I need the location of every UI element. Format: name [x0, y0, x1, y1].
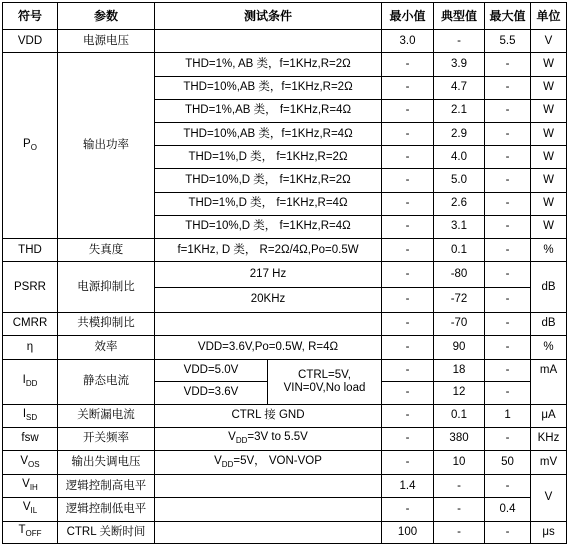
max-cell: 50: [485, 450, 531, 474]
min-cell: -: [382, 427, 434, 450]
unit-cell: dB: [531, 312, 567, 335]
table-row: [3, 498, 567, 521]
param-cell: 电源抑制比: [58, 262, 155, 312]
min-cell: -: [382, 123, 434, 146]
max-cell: -: [485, 360, 531, 382]
symbol-cell: VDD: [3, 30, 58, 53]
min-cell: 1.4: [382, 475, 434, 498]
symbol-cell: [3, 360, 58, 404]
symbol-subscript: SD: [26, 412, 38, 422]
symbol-main: T: [18, 524, 26, 537]
symbol-cell: [3, 475, 58, 498]
unit-cell: W: [531, 99, 567, 122]
param-cell: 逻辑控制高电平: [58, 475, 155, 498]
max-cell: 1: [485, 404, 531, 427]
typ-cell: -: [434, 521, 485, 543]
min-cell: 3.0: [382, 30, 434, 53]
param-cell: 输出功率: [58, 53, 155, 239]
table-row: [3, 521, 567, 543]
typ-cell: 2.9: [434, 123, 485, 146]
min-cell: -: [382, 498, 434, 521]
condition-cell: THD=10%,AB 类，f=1KHz,R=2Ω: [155, 76, 382, 99]
min-cell: -: [382, 99, 434, 122]
typ-cell: 380: [434, 427, 485, 450]
condition-cell: THD=1%,AB 类， f=1KHz,R=4Ω: [155, 99, 382, 122]
typ-cell: 4.0: [434, 146, 485, 169]
condition-cell: [155, 450, 382, 474]
condition-cell: [155, 30, 382, 53]
table-row: [3, 312, 567, 335]
condition-text: V: [228, 430, 236, 443]
param-cell: 静态电流: [58, 360, 155, 404]
param-cell: 失真度: [58, 239, 155, 262]
min-cell: -: [382, 192, 434, 215]
typ-cell: -70: [434, 312, 485, 335]
min-cell: -: [382, 450, 434, 474]
unit-cell: μA: [531, 404, 567, 427]
symbol-subscript: DD: [25, 378, 38, 388]
unit-cell: W: [531, 169, 567, 192]
max-cell: -: [485, 192, 531, 215]
unit-cell: W: [531, 76, 567, 99]
max-cell: -: [485, 262, 531, 287]
typ-cell: 18: [434, 360, 485, 382]
max-cell: 0.4: [485, 498, 531, 521]
header-typ: 典型值: [434, 3, 485, 30]
unit-cell: W: [531, 146, 567, 169]
unit-cell: V: [531, 475, 567, 521]
max-cell: -: [485, 312, 531, 335]
condition-cell: THD=1%,D 类， f=1KHz,R=2Ω: [155, 146, 382, 169]
param-cell: CTRL 关断时间: [58, 521, 155, 543]
min-cell: -: [382, 287, 434, 312]
table-row: [3, 262, 567, 287]
condition-text: =3V to 5.5V: [247, 430, 308, 443]
max-cell: -: [485, 146, 531, 169]
condition-cell: [155, 521, 382, 543]
param-cell: 开关频率: [58, 427, 155, 450]
condition-cell: THD=1%, AB 类，f=1KHz,R=2Ω: [155, 53, 382, 76]
max-cell: -: [485, 239, 531, 262]
max-cell: -: [485, 521, 531, 543]
table-row: [3, 427, 567, 450]
condition-cell: [155, 312, 382, 335]
unit-cell: W: [531, 53, 567, 76]
table-row: [3, 53, 567, 76]
min-cell: -: [382, 360, 434, 382]
max-cell: -: [485, 123, 531, 146]
condition-subscript: DD: [235, 435, 248, 445]
symbol-subscript: OFF: [25, 529, 42, 539]
max-cell: -: [485, 335, 531, 359]
typ-cell: -: [434, 30, 485, 53]
condition-cell-shared: CTRL=5V, VIN=0V,No load: [268, 360, 382, 404]
symbol-cell: [3, 521, 58, 543]
header-unit: 单位: [531, 3, 567, 30]
condition-cell: VDD=3.6V: [155, 382, 268, 404]
symbol-main: P: [23, 137, 31, 150]
min-cell: -: [382, 404, 434, 427]
symbol-main: V: [20, 454, 29, 467]
condition-cell: [155, 498, 382, 521]
unit-cell: mA: [531, 360, 567, 404]
max-cell: -: [485, 427, 531, 450]
table-row: [3, 475, 567, 498]
condition-cell: CTRL 接 GND: [155, 404, 382, 427]
symbol-subscript: O: [30, 142, 37, 152]
typ-cell: 0.1: [434, 404, 485, 427]
unit-cell: KHz: [531, 427, 567, 450]
condition-subscript: DD: [221, 459, 234, 469]
max-cell: -: [485, 76, 531, 99]
symbol-subscript: IL: [30, 506, 38, 516]
condition-cell: THD=10%,D 类， f=1KHz,R=2Ω: [155, 169, 382, 192]
symbol-cell: [3, 450, 58, 474]
min-cell: -: [382, 335, 434, 359]
max-cell: 5.5: [485, 30, 531, 53]
typ-cell: -: [434, 475, 485, 498]
max-cell: -: [485, 382, 531, 404]
param-cell: 关断漏电流: [58, 404, 155, 427]
param-cell: 电源电压: [58, 30, 155, 53]
typ-cell: 12: [434, 382, 485, 404]
condition-cell: 20KHz: [155, 287, 382, 312]
table-row: [3, 239, 567, 262]
min-cell: -: [382, 262, 434, 287]
min-cell: -: [382, 169, 434, 192]
condition-cell: VDD=3.6V,Po=0.5W, R=4Ω: [155, 335, 382, 359]
condition-cell: f=1KHz, D 类， R=2Ω/4Ω,Po=0.5W: [155, 239, 382, 262]
condition-text: =5V， VON-VOP: [233, 454, 322, 467]
spec-table: [2, 2, 567, 544]
typ-cell: 90: [434, 335, 485, 359]
symbol-main: V: [22, 501, 31, 514]
min-cell: -: [382, 215, 434, 238]
max-cell: -: [485, 475, 531, 498]
symbol-cell: [3, 53, 58, 239]
param-cell: 共模抑制比: [58, 312, 155, 335]
unit-cell: %: [531, 335, 567, 359]
unit-cell: mV: [531, 450, 567, 474]
condition-cell: VDD=5.0V: [155, 360, 268, 382]
condition-cell: THD=10%,D 类， f=1KHz,R=4Ω: [155, 215, 382, 238]
typ-cell: -72: [434, 287, 485, 312]
typ-cell: 3.9: [434, 53, 485, 76]
symbol-cell: [3, 404, 58, 427]
max-cell: -: [485, 99, 531, 122]
condition-cell: 217 Hz: [155, 262, 382, 287]
min-cell: -: [382, 146, 434, 169]
symbol-main: I: [22, 373, 26, 386]
unit-cell: V: [531, 30, 567, 53]
header-min: 最小值: [382, 3, 434, 30]
min-cell: -: [382, 53, 434, 76]
table-row: [3, 360, 567, 382]
symbol-subscript: OS: [28, 459, 40, 469]
unit-cell: W: [531, 215, 567, 238]
typ-cell: 2.1: [434, 99, 485, 122]
symbol-cell: THD: [3, 239, 58, 262]
symbol-cell: η: [3, 335, 58, 359]
condition-cell: [155, 475, 382, 498]
table-row: [3, 404, 567, 427]
unit-cell: W: [531, 123, 567, 146]
typ-cell: 5.0: [434, 169, 485, 192]
max-cell: -: [485, 287, 531, 312]
header-max: 最大值: [485, 3, 531, 30]
header-param: 参数: [58, 3, 155, 30]
typ-cell: 2.6: [434, 192, 485, 215]
condition-cell: THD=10%,AB 类，f=1KHz,R=4Ω: [155, 123, 382, 146]
header-condition: 测试条件: [155, 3, 382, 30]
typ-cell: 4.7: [434, 76, 485, 99]
condition-cell: THD=1%,D 类， f=1KHz,R=4Ω: [155, 192, 382, 215]
typ-cell: 10: [434, 450, 485, 474]
unit-cell: dB: [531, 262, 567, 312]
param-cell: 效率: [58, 335, 155, 359]
table-row: [3, 335, 567, 359]
header-symbol: 符号: [3, 3, 58, 30]
symbol-cell: PSRR: [3, 262, 58, 312]
symbol-main: V: [22, 478, 30, 491]
table-row: [3, 450, 567, 474]
max-cell: -: [485, 53, 531, 76]
table-row: [3, 30, 567, 53]
max-cell: -: [485, 169, 531, 192]
max-cell: -: [485, 215, 531, 238]
symbol-cell: fsw: [3, 427, 58, 450]
typ-cell: -: [434, 498, 485, 521]
symbol-cell: CMRR: [3, 312, 58, 335]
symbol-subscript: IH: [29, 483, 38, 493]
min-cell: -: [382, 382, 434, 404]
typ-cell: 0.1: [434, 239, 485, 262]
typ-cell: -80: [434, 262, 485, 287]
condition-cell: [155, 427, 382, 450]
condition-text: V: [214, 454, 222, 467]
unit-cell: %: [531, 239, 567, 262]
typ-cell: 3.1: [434, 215, 485, 238]
symbol-cell: [3, 498, 58, 521]
param-cell: 逻辑控制低电平: [58, 498, 155, 521]
param-cell: 输出失调电压: [58, 450, 155, 474]
min-cell: -: [382, 239, 434, 262]
min-cell: -: [382, 312, 434, 335]
symbol-main: I: [22, 407, 27, 420]
header-row: [3, 3, 567, 30]
unit-cell: μs: [531, 521, 567, 543]
min-cell: -: [382, 76, 434, 99]
min-cell: 100: [382, 521, 434, 543]
unit-cell: W: [531, 192, 567, 215]
